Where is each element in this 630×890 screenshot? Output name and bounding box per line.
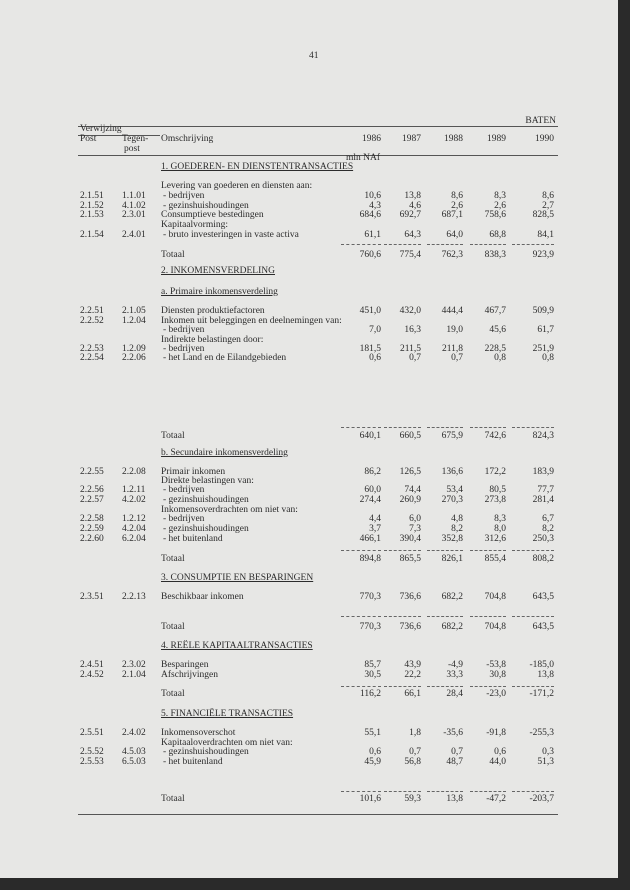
total-value: 28,4 (446, 689, 463, 699)
row-value: 6,7 (542, 514, 554, 524)
row-value: 172,2 (484, 467, 506, 477)
row-tegenpost-code: 2.4.02 (122, 728, 146, 738)
header-tegen-post: post (124, 144, 140, 154)
row-post-code: 2.4.52 (80, 670, 104, 680)
row-post-code: 2.1.51 (80, 191, 104, 201)
subtotal-dash-rule (384, 616, 421, 617)
row-value: 704,8 (484, 592, 506, 602)
total-value: 675,9 (441, 431, 463, 441)
row-value: 53,4 (446, 485, 463, 495)
subtotal-dash-rule (512, 791, 554, 792)
total-value: 760,6 (359, 250, 381, 260)
row-description: - bedrijven (163, 485, 205, 495)
row-description: Inkomensoverschot (161, 728, 236, 738)
row-post-code: 2.2.58 (80, 514, 104, 524)
subtotal-dash-rule (470, 791, 506, 792)
total-value: 742,6 (484, 431, 506, 441)
row-value: 45,6 (489, 325, 506, 335)
subtotal-dash-rule (512, 616, 554, 617)
row-value: 64,3 (404, 230, 421, 240)
row-value: 51,3 (537, 757, 554, 767)
row-value: 0,7 (409, 747, 421, 757)
row-description: - bedrijven (163, 344, 205, 354)
row-value: 4,3 (369, 201, 381, 211)
total-value: 13,8 (446, 794, 463, 804)
row-description: - gezinshuishoudingen (163, 524, 249, 534)
row-value: 44,0 (489, 757, 506, 767)
subtotal-dash-rule (512, 427, 554, 428)
row-post-code: 2.3.51 (80, 592, 104, 602)
row-value: 467,7 (484, 306, 506, 316)
row-value: 8,6 (542, 191, 554, 201)
subtotal-dash-rule (427, 244, 463, 245)
row-value: 270,3 (441, 495, 463, 505)
subtotal-dash-rule (512, 686, 554, 687)
subtotal-dash-rule (427, 616, 463, 617)
row-value: 281,4 (532, 495, 554, 505)
row-value: 251,9 (532, 344, 554, 354)
row-value: 2,6 (494, 201, 506, 211)
row-value: 0,7 (409, 353, 421, 363)
row-description: Totaal (161, 794, 185, 804)
row-description: Primair inkomen (161, 467, 226, 477)
subtotal-dash-rule (427, 427, 463, 428)
total-value: -23,0 (486, 689, 506, 699)
subtotal-dash-rule (427, 791, 463, 792)
row-value: 692,7 (399, 210, 421, 220)
row-description: Inkomen uit beleggingen en deelnemingen van: (161, 316, 342, 326)
subtotal-dash-rule (470, 244, 506, 245)
table-top-rule (78, 126, 558, 127)
total-value: 704,8 (484, 622, 506, 632)
row-value: 643,5 (532, 592, 554, 602)
row-post-code: 2.5.51 (80, 728, 104, 738)
header-year: 1986 (362, 134, 381, 144)
total-value: 838,3 (484, 250, 506, 260)
total-value: 775,4 (399, 250, 421, 260)
row-value: 4,4 (369, 514, 381, 524)
subtotal-dash-rule (341, 244, 381, 245)
subtotal-dash-rule (470, 616, 506, 617)
total-value: 66,1 (404, 689, 421, 699)
section-heading: 4. REËLE KAPITAALTRANSACTIES (161, 641, 313, 651)
row-value: 770,3 (359, 592, 381, 602)
row-value: 16,3 (404, 325, 421, 335)
row-description: Totaal (161, 250, 185, 260)
row-description: - bedrijven (163, 191, 205, 201)
header-bottom-rule (78, 155, 558, 156)
subtotal-dash-rule (384, 244, 421, 245)
row-tegenpost-code: 2.2.13 (122, 592, 146, 602)
row-value: 30,8 (489, 670, 506, 680)
row-value: -255,3 (529, 728, 554, 738)
row-post-code: 2.2.60 (80, 534, 104, 544)
total-value: 808,2 (532, 554, 554, 564)
total-value: 736,6 (399, 622, 421, 632)
row-value: 2,6 (451, 201, 463, 211)
row-description: Diensten produktiefactoren (161, 306, 265, 316)
subtotal-dash-rule (341, 791, 381, 792)
total-value: 865,5 (399, 554, 421, 564)
row-tegenpost-code: 6.5.03 (122, 757, 146, 767)
row-description: Besparingen (161, 660, 209, 670)
side-label: BATEN (525, 116, 556, 126)
row-tegenpost-code: 4.2.04 (122, 524, 146, 534)
row-post-code: 2.1.53 (80, 210, 104, 220)
row-post-code: 2.1.52 (80, 201, 104, 211)
row-value: 0,7 (451, 353, 463, 363)
row-value: 10,6 (364, 191, 381, 201)
total-value: 660,5 (399, 431, 421, 441)
row-value: 183,9 (532, 467, 554, 477)
row-value: 0,6 (369, 747, 381, 757)
row-value: 136,6 (441, 467, 463, 477)
row-value: 0,8 (494, 353, 506, 363)
subtotal-dash-rule (427, 686, 463, 687)
row-tegenpost-code: 2.3.01 (122, 210, 146, 220)
row-value: 451,0 (359, 306, 381, 316)
row-tegenpost-code: 4.2.02 (122, 495, 146, 505)
row-value: 3,7 (369, 524, 381, 534)
row-value: 80,5 (489, 485, 506, 495)
row-value: 7,3 (409, 524, 421, 534)
row-value: -185,0 (529, 660, 554, 670)
unit-label: mln NAf (346, 153, 381, 163)
row-description: Kapitaalvorming: (161, 220, 229, 230)
row-tegenpost-code: 2.2.06 (122, 353, 146, 363)
row-description: Direkte belastingen van: (161, 476, 254, 486)
row-post-code: 2.2.59 (80, 524, 104, 534)
row-value: 7,0 (369, 325, 381, 335)
row-value: 8,2 (542, 524, 554, 534)
row-value: 312,6 (484, 534, 506, 544)
total-value: 101,6 (359, 794, 381, 804)
total-value: 894,8 (359, 554, 381, 564)
subtotal-dash-rule (470, 550, 506, 551)
section-heading: 3. CONSUMPTIE EN BESPARINGEN (161, 573, 314, 583)
row-value: 0,6 (494, 747, 506, 757)
row-value: -53,8 (486, 660, 506, 670)
row-description: - bedrijven (163, 514, 205, 524)
row-value: 0,7 (451, 747, 463, 757)
row-value: 828,5 (532, 210, 554, 220)
row-value: 432,0 (399, 306, 421, 316)
total-value: 855,4 (484, 554, 506, 564)
header-year: 1987 (402, 134, 421, 144)
header-post: Post (80, 134, 97, 144)
row-tegenpost-code: 1.2.04 (122, 316, 146, 326)
row-value: -4,9 (447, 660, 463, 670)
row-tegenpost-code: 6.2.04 (122, 534, 146, 544)
subtotal-dash-rule (512, 244, 554, 245)
row-description: Beschikbaar inkomen (161, 592, 244, 602)
row-value: -91,8 (486, 728, 506, 738)
row-value: 45,9 (364, 757, 381, 767)
row-tegenpost-code: 2.1.04 (122, 670, 146, 680)
total-value: 826,1 (441, 554, 463, 564)
row-value: 85,7 (364, 660, 381, 670)
row-value: 4,8 (451, 514, 463, 524)
total-value: 770,3 (359, 622, 381, 632)
row-post-code: 2.5.53 (80, 757, 104, 767)
row-description: - het buitenland (163, 534, 223, 544)
total-value: 762,3 (441, 250, 463, 260)
row-value: 0,6 (369, 353, 381, 363)
row-description: - gezinshuishoudingen (163, 201, 249, 211)
row-value: 684,6 (359, 210, 381, 220)
row-description: - bruto investeringen in vaste activa (163, 230, 299, 240)
total-value: 682,2 (441, 622, 463, 632)
row-value: 13,8 (404, 191, 421, 201)
row-description: Totaal (161, 431, 185, 441)
row-value: 43,9 (404, 660, 421, 670)
row-tegenpost-code: 2.1.05 (122, 306, 146, 316)
subtotal-dash-rule (341, 616, 381, 617)
row-value: 682,2 (441, 592, 463, 602)
subtotal-dash-rule (470, 427, 506, 428)
section-heading: 5. FINANCIËLE TRANSACTIES (161, 709, 294, 719)
total-value: 640,1 (359, 431, 381, 441)
row-value: 0,8 (542, 353, 554, 363)
row-value: 211,8 (441, 344, 463, 354)
subtotal-dash-rule (341, 686, 381, 687)
row-tegenpost-code: 4.5.03 (122, 747, 146, 757)
row-description: - bedrijven (163, 325, 205, 335)
row-value: 8,3 (494, 191, 506, 201)
row-value: 6,0 (409, 514, 421, 524)
header-year: 1988 (444, 134, 463, 144)
row-description: Kapitaaloverdrachten om niet van: (161, 738, 293, 748)
row-description: Totaal (161, 554, 185, 564)
row-description: Consumptieve bestedingen (161, 210, 264, 220)
row-post-code: 2.2.54 (80, 353, 104, 363)
row-post-code: 2.5.52 (80, 747, 104, 757)
row-value: 260,9 (399, 495, 421, 505)
subtotal-dash-rule (384, 550, 421, 551)
row-value: -35,6 (443, 728, 463, 738)
row-value: 444,4 (441, 306, 463, 316)
row-value: 64,0 (446, 230, 463, 240)
row-post-code: 2.4.51 (80, 660, 104, 670)
section-heading: 2. INKOMENSVERDELING (161, 266, 275, 276)
row-value: 211,5 (399, 344, 421, 354)
row-tegenpost-code: 1.2.12 (122, 514, 146, 524)
row-value: 22,2 (404, 670, 421, 680)
row-value: 687,1 (441, 210, 463, 220)
row-value: 55,1 (364, 728, 381, 738)
table-bottom-rule (78, 814, 558, 815)
row-description: - gezinshuishoudingen (163, 747, 249, 757)
row-value: 61,1 (364, 230, 381, 240)
row-description: - gezinshuishoudingen (163, 495, 249, 505)
row-value: 30,5 (364, 670, 381, 680)
row-value: 126,5 (399, 467, 421, 477)
row-post-code: 2.2.57 (80, 495, 104, 505)
row-value: 19,0 (446, 325, 463, 335)
row-value: 250,3 (532, 534, 554, 544)
row-value: 61,7 (537, 325, 554, 335)
section-heading: a. Primaire inkomensverdeling (161, 287, 278, 297)
section-heading: b. Secundaire inkomensverdeling (161, 448, 288, 458)
row-value: 8,3 (494, 514, 506, 524)
row-description: Totaal (161, 689, 185, 699)
subtotal-dash-rule (470, 686, 506, 687)
row-description: Levering van goederen en diensten aan: (161, 181, 313, 191)
row-description: Indirekte belastingen door: (161, 335, 264, 345)
row-description: Inkomensoverdrachten om niet van: (161, 505, 298, 515)
row-post-code: 2.2.56 (80, 485, 104, 495)
total-value: 643,5 (532, 622, 554, 632)
header-year: 1990 (535, 134, 554, 144)
subtotal-dash-rule (341, 427, 381, 428)
section-heading: 1. GOEDEREN- EN DIENSTENTRANSACTIES (161, 162, 354, 172)
row-value: 86,2 (364, 467, 381, 477)
total-value: -203,7 (529, 794, 554, 804)
total-value: 923,9 (532, 250, 554, 260)
total-value: -171,2 (529, 689, 554, 699)
total-value: 824,3 (532, 431, 554, 441)
row-value: 8,2 (451, 524, 463, 534)
row-value: 352,8 (441, 534, 463, 544)
row-value: 1,8 (409, 728, 421, 738)
row-post-code: 2.2.51 (80, 306, 104, 316)
header-tegen: Tegen- (122, 134, 149, 144)
row-post-code: 2.2.53 (80, 344, 104, 354)
row-description: - het buitenland (163, 757, 223, 767)
row-tegenpost-code: 2.2.08 (122, 467, 146, 477)
row-value: 56,8 (404, 757, 421, 767)
total-value: -47,2 (486, 794, 506, 804)
header-description: Omschrijving (161, 134, 214, 144)
row-value: 4,6 (409, 201, 421, 211)
row-value: 8,0 (494, 524, 506, 534)
row-post-code: 2.1.54 (80, 230, 104, 240)
row-value: 33,3 (446, 670, 463, 680)
row-tegenpost-code: 1.2.11 (122, 485, 146, 495)
row-value: 0,3 (542, 747, 554, 757)
row-value: 181,5 (359, 344, 381, 354)
row-value: 8,6 (451, 191, 463, 201)
row-description: Totaal (161, 622, 185, 632)
row-tegenpost-code: 2.4.01 (122, 230, 146, 240)
row-value: 758,6 (484, 210, 506, 220)
row-value: 274,4 (359, 495, 381, 505)
total-value: 116,2 (359, 689, 381, 699)
row-value: 390,4 (399, 534, 421, 544)
row-tegenpost-code: 1.2.09 (122, 344, 146, 354)
subtotal-dash-rule (384, 791, 421, 792)
row-value: 2,7 (542, 201, 554, 211)
row-value: 13,8 (537, 670, 554, 680)
row-tegenpost-code: 4.1.02 (122, 201, 146, 211)
header-year: 1989 (487, 134, 506, 144)
row-tegenpost-code: 2.3.02 (122, 660, 146, 670)
row-description: Afschrijvingen (161, 670, 218, 680)
row-value: 466,1 (359, 534, 381, 544)
header-group: Verwijzing (80, 124, 122, 134)
row-tegenpost-code: 1.1.01 (122, 191, 146, 201)
subtotal-dash-rule (341, 550, 381, 551)
subtotal-dash-rule (384, 427, 421, 428)
row-value: 68,8 (489, 230, 506, 240)
row-value: 60,0 (364, 485, 381, 495)
row-value: 228,5 (484, 344, 506, 354)
subtotal-dash-rule (384, 686, 421, 687)
subtotal-dash-rule (427, 550, 463, 551)
row-value: 48,7 (446, 757, 463, 767)
row-value: 84,1 (537, 230, 554, 240)
row-value: 509,9 (532, 306, 554, 316)
row-value: 273,8 (484, 495, 506, 505)
row-value: 74,4 (404, 485, 421, 495)
total-value: 59,3 (404, 794, 421, 804)
row-description: - het Land en de Eilandgebieden (163, 353, 287, 363)
subtotal-dash-rule (512, 550, 554, 551)
row-post-code: 2.2.55 (80, 467, 104, 477)
row-post-code: 2.2.52 (80, 316, 104, 326)
page-number: 41 (309, 51, 319, 61)
row-value: 736,6 (399, 592, 421, 602)
row-value: 77,7 (537, 485, 554, 495)
